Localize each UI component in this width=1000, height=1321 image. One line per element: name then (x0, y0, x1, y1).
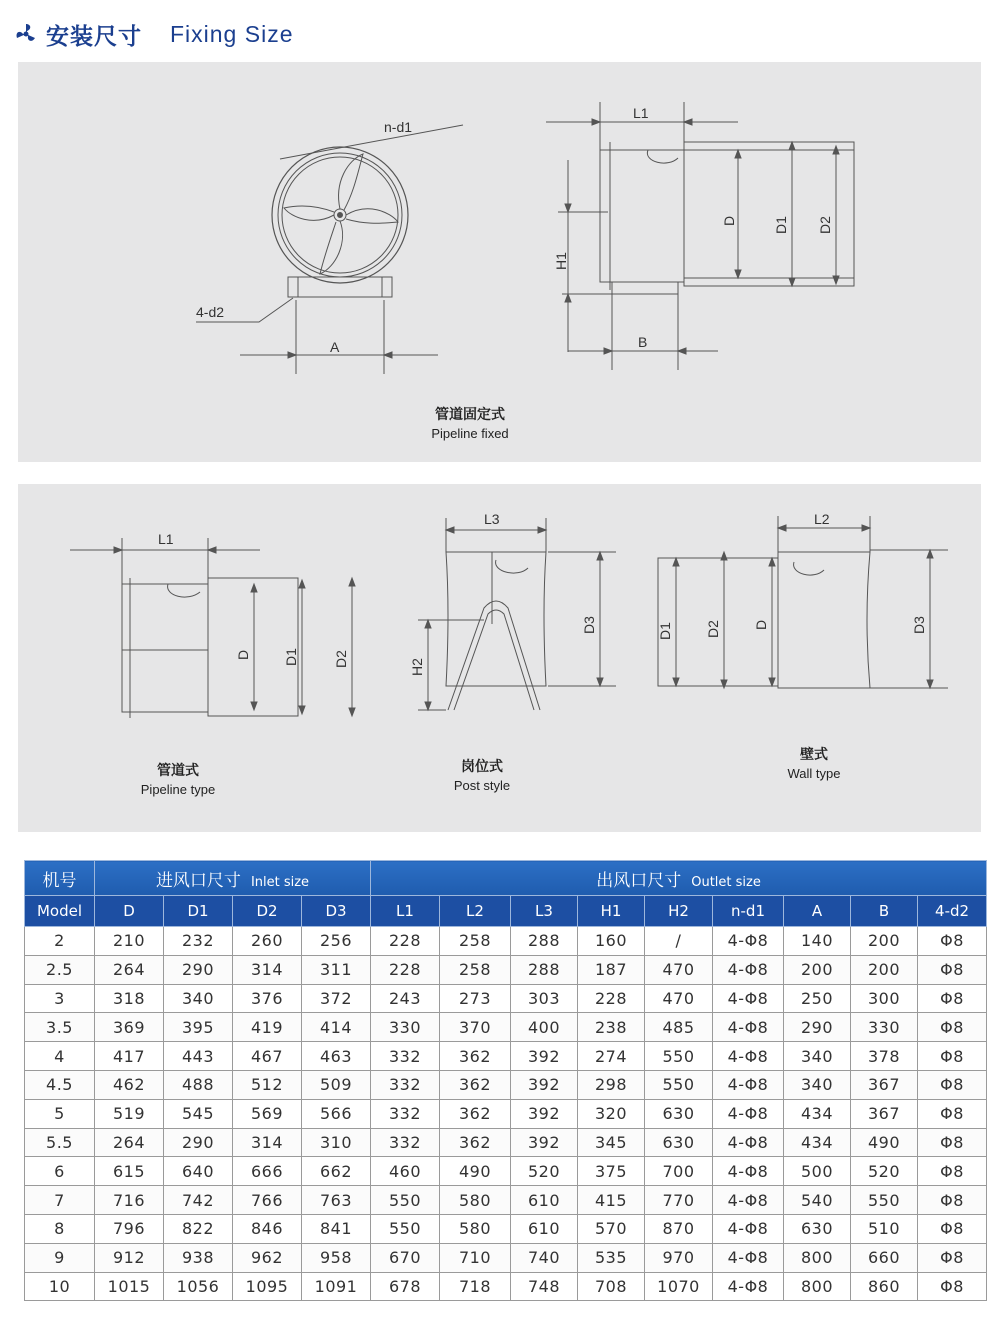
table-cell: 485 (645, 1013, 713, 1042)
table-cell: 392 (511, 1099, 578, 1128)
table-cell: 4-Φ8 (713, 1128, 784, 1157)
table-cell: 414 (302, 1013, 371, 1042)
column-header: D (95, 896, 164, 927)
table-cell: 4-Φ8 (713, 1272, 784, 1301)
table-cell: 4-Φ8 (713, 1157, 784, 1186)
table-cell: Φ8 (918, 1243, 987, 1272)
table-cell: 4-Φ8 (713, 1214, 784, 1243)
table-cell: 274 (578, 1042, 645, 1071)
table-cell: 490 (440, 1157, 511, 1186)
table-cell: 860 (851, 1272, 918, 1301)
table-cell: 740 (511, 1243, 578, 1272)
table-cell: 314 (233, 1128, 302, 1157)
table-cell: 417 (95, 1042, 164, 1071)
table-cell: 630 (784, 1214, 851, 1243)
table-cell: 367 (851, 1070, 918, 1099)
table-cell: 210 (95, 927, 164, 956)
table-row (25, 927, 987, 956)
table-cell: 400 (511, 1013, 578, 1042)
table-cell: 4-Φ8 (713, 1013, 784, 1042)
table-cell: Φ8 (918, 1013, 987, 1042)
table-row (25, 1013, 987, 1042)
table-cell: 670 (371, 1243, 440, 1272)
table-cell: 264 (95, 955, 164, 984)
table-row (25, 1272, 987, 1301)
column-header: L2 (440, 896, 511, 927)
caption-cn: 壁式 (800, 746, 828, 762)
spec-table (24, 860, 987, 1301)
table-cell: Φ8 (918, 1272, 987, 1301)
table-cell: 766 (233, 1186, 302, 1215)
label-post-L3: L3 (484, 511, 500, 527)
table-cell: 232 (164, 927, 233, 956)
label-D2: D2 (817, 216, 833, 234)
table-cell: 962 (233, 1243, 302, 1272)
table-cell: 550 (371, 1186, 440, 1215)
table-cell: 228 (371, 955, 440, 984)
table-cell: 7 (25, 1186, 95, 1215)
table-cell: 610 (511, 1186, 578, 1215)
table-cell: 340 (784, 1070, 851, 1099)
label-4-d2: 4-d2 (196, 304, 225, 320)
table-cell: 290 (784, 1013, 851, 1042)
table-cell: 228 (578, 984, 645, 1013)
table-cell: 800 (784, 1272, 851, 1301)
table-cell: 4.5 (25, 1070, 95, 1099)
table-cell: 488 (164, 1070, 233, 1099)
table-cell: 288 (511, 927, 578, 956)
table-cell: 258 (440, 927, 511, 956)
table-cell: 250 (784, 984, 851, 1013)
table-cell: 4-Φ8 (713, 1042, 784, 1071)
table-cell: 369 (95, 1013, 164, 1042)
table-row (25, 1042, 987, 1071)
post-style-caption (422, 756, 542, 793)
table-cell: 370 (440, 1013, 511, 1042)
table-cell: 318 (95, 984, 164, 1013)
label-post-D3: D3 (581, 616, 597, 634)
column-header: D3 (302, 896, 371, 927)
label-post-H2: H2 (409, 658, 425, 676)
table-body (25, 927, 987, 1301)
table-cell: Φ8 (918, 1070, 987, 1099)
label-D: D (721, 215, 737, 226)
caption-cn: 管道式 (157, 762, 199, 778)
table-cell: 160 (578, 927, 645, 956)
table-cell: 288 (511, 955, 578, 984)
column-header: H2 (645, 896, 713, 927)
table-cell: 463 (302, 1042, 371, 1071)
table-cell: 470 (645, 984, 713, 1013)
table-cell: 700 (645, 1157, 713, 1186)
table-row (25, 955, 987, 984)
table-cell: 1070 (645, 1272, 713, 1301)
label-wall-L2: L2 (814, 511, 830, 527)
label-wall-D3: D3 (911, 616, 927, 634)
table-cell: 332 (371, 1128, 440, 1157)
mounting-types-panel (18, 484, 981, 832)
table-cell: 238 (578, 1013, 645, 1042)
caption-cn: 岗位式 (461, 758, 503, 774)
table-cell: 912 (95, 1243, 164, 1272)
table-cell: 300 (851, 984, 918, 1013)
table-row (25, 984, 987, 1013)
table-cell: 841 (302, 1214, 371, 1243)
table-cell: 243 (371, 984, 440, 1013)
table-cell: 796 (95, 1214, 164, 1243)
column-header: L3 (511, 896, 578, 927)
table-cell: 666 (233, 1157, 302, 1186)
table-cell: 580 (440, 1214, 511, 1243)
table-cell: 566 (302, 1099, 371, 1128)
label-H1: H1 (553, 252, 569, 270)
column-header: 4-d2 (918, 896, 987, 927)
table-cell: 9 (25, 1243, 95, 1272)
table-cell: 330 (851, 1013, 918, 1042)
table-cell: 718 (440, 1272, 511, 1301)
table-cell: 320 (578, 1099, 645, 1128)
table-cell: 570 (578, 1214, 645, 1243)
header-outlet: 出风口尺寸 Outlet size (371, 861, 987, 896)
table-cell: 392 (511, 1070, 578, 1099)
table-row (25, 1243, 987, 1272)
table-cell: 290 (164, 955, 233, 984)
table-cell: 434 (784, 1099, 851, 1128)
label-pipeline-D2: D2 (333, 650, 349, 668)
table-cell: 467 (233, 1042, 302, 1071)
table-cell: Φ8 (918, 1099, 987, 1128)
column-header: B (851, 896, 918, 927)
table-cell: 340 (784, 1042, 851, 1071)
table-cell: 311 (302, 955, 371, 984)
label-wall-D1: D1 (657, 622, 673, 640)
table-cell: 520 (511, 1157, 578, 1186)
column-header: L1 (371, 896, 440, 927)
table-cell: 540 (784, 1186, 851, 1215)
section-header (14, 16, 293, 52)
table-cell: 4-Φ8 (713, 1186, 784, 1215)
label-pipeline-D1: D1 (283, 648, 299, 666)
table-row (25, 1070, 987, 1099)
table-cell: 640 (164, 1157, 233, 1186)
table-cell: 256 (302, 927, 371, 956)
table-group-header (25, 861, 987, 896)
table-cell: 742 (164, 1186, 233, 1215)
label-B: B (638, 334, 648, 350)
table-cell: 4-Φ8 (713, 1070, 784, 1099)
table-cell: 4-Φ8 (713, 984, 784, 1013)
table-cell: 519 (95, 1099, 164, 1128)
table-row (25, 1128, 987, 1157)
caption-en: Pipeline fixed (431, 426, 509, 441)
table-cell: 332 (371, 1099, 440, 1128)
caption-en: Pipeline type (140, 782, 216, 797)
caption-cn: 管道固定式 (435, 406, 505, 422)
table-cell: Φ8 (918, 1186, 987, 1215)
column-header: H1 (578, 896, 645, 927)
table-cell: 630 (645, 1099, 713, 1128)
table-cell: 330 (371, 1013, 440, 1042)
column-header: D2 (233, 896, 302, 927)
section-title-cn: 安装尺寸 (46, 22, 142, 49)
table-cell: 187 (578, 955, 645, 984)
table-cell: 6 (25, 1157, 95, 1186)
table-cell: 770 (645, 1186, 713, 1215)
table-cell: 716 (95, 1186, 164, 1215)
table-cell: 443 (164, 1042, 233, 1071)
table-cell: 610 (511, 1214, 578, 1243)
table-cell: 535 (578, 1243, 645, 1272)
table-cell: 303 (511, 984, 578, 1013)
table-cell: 580 (440, 1186, 511, 1215)
pipeline-fixed-caption (410, 404, 530, 441)
table-cell: 660 (851, 1243, 918, 1272)
caption-en: Post style (453, 778, 511, 793)
label-L1: L1 (633, 105, 649, 121)
table-cell: 5.5 (25, 1128, 95, 1157)
table-cell: Φ8 (918, 1128, 987, 1157)
table-cell: 290 (164, 1128, 233, 1157)
label-wall-D: D (753, 619, 769, 630)
table-cell: 4-Φ8 (713, 1099, 784, 1128)
table-cell: 2.5 (25, 955, 95, 984)
table-cell: 345 (578, 1128, 645, 1157)
table-cell: 332 (371, 1070, 440, 1099)
table-cell: 509 (302, 1070, 371, 1099)
column-header: A (784, 896, 851, 927)
table-cell: 228 (371, 927, 440, 956)
table-cell: 1056 (164, 1272, 233, 1301)
table-cell: 376 (233, 984, 302, 1013)
label-D1: D1 (773, 216, 789, 234)
table-cell: 710 (440, 1243, 511, 1272)
table-column-header (25, 896, 987, 927)
table-cell: 419 (233, 1013, 302, 1042)
header-inlet: 进风口尺寸 Inlet size (95, 861, 371, 896)
table-cell: 375 (578, 1157, 645, 1186)
table-cell: 264 (95, 1128, 164, 1157)
table-cell: 332 (371, 1042, 440, 1071)
table-cell: / (645, 927, 713, 956)
table-row (25, 1099, 987, 1128)
table-cell: 273 (440, 984, 511, 1013)
table-cell: 362 (440, 1128, 511, 1157)
table-cell: 550 (645, 1070, 713, 1099)
table-cell: 870 (645, 1214, 713, 1243)
table-cell: 1015 (95, 1272, 164, 1301)
table-cell: 938 (164, 1243, 233, 1272)
table-cell: 260 (233, 927, 302, 956)
table-cell: 362 (440, 1070, 511, 1099)
table-cell: 1091 (302, 1272, 371, 1301)
table-cell: 140 (784, 927, 851, 956)
column-header: D1 (164, 896, 233, 927)
table-cell: 4-Φ8 (713, 927, 784, 956)
table-cell: Φ8 (918, 927, 987, 956)
table-cell: 372 (302, 984, 371, 1013)
table-cell: 362 (440, 1099, 511, 1128)
table-cell: 3 (25, 984, 95, 1013)
table-cell: 8 (25, 1214, 95, 1243)
label-pipeline-L1: L1 (158, 531, 174, 547)
label-wall-D2: D2 (705, 620, 721, 638)
table-cell: 4 (25, 1042, 95, 1071)
wall-type-caption (754, 744, 874, 781)
table-cell: Φ8 (918, 1157, 987, 1186)
table-cell: 510 (851, 1214, 918, 1243)
table-cell: 3.5 (25, 1013, 95, 1042)
table-cell: 490 (851, 1128, 918, 1157)
table-cell: 470 (645, 955, 713, 984)
table-cell: 958 (302, 1243, 371, 1272)
table-cell: 748 (511, 1272, 578, 1301)
table-cell: 512 (233, 1070, 302, 1099)
table-cell: 298 (578, 1070, 645, 1099)
table-cell: 460 (371, 1157, 440, 1186)
table-cell: 314 (233, 955, 302, 984)
caption-en: Wall type (787, 766, 841, 781)
table-cell: 550 (851, 1186, 918, 1215)
table-cell: 500 (784, 1157, 851, 1186)
column-header: Model (25, 896, 95, 927)
table-cell: 340 (164, 984, 233, 1013)
table-cell: 708 (578, 1272, 645, 1301)
table-cell: 392 (511, 1128, 578, 1157)
label-pipeline-D: D (235, 649, 251, 660)
table-cell: 200 (851, 955, 918, 984)
table-cell: 5 (25, 1099, 95, 1128)
table-cell: 545 (164, 1099, 233, 1128)
table-row (25, 1157, 987, 1186)
table-row (25, 1214, 987, 1243)
table-cell: 10 (25, 1272, 95, 1301)
table-cell: 846 (233, 1214, 302, 1243)
table-cell: 200 (851, 927, 918, 956)
table-row (25, 1186, 987, 1215)
table-cell: 763 (302, 1186, 371, 1215)
table-cell: 800 (784, 1243, 851, 1272)
table-cell: 395 (164, 1013, 233, 1042)
table-cell: 378 (851, 1042, 918, 1071)
table-cell: 415 (578, 1186, 645, 1215)
table-cell: 662 (302, 1157, 371, 1186)
table-cell: 630 (645, 1128, 713, 1157)
table-cell: 310 (302, 1128, 371, 1157)
table-cell: Φ8 (918, 1214, 987, 1243)
table-cell: 615 (95, 1157, 164, 1186)
column-header: n-d1 (713, 896, 784, 927)
table-cell: Φ8 (918, 1042, 987, 1071)
table-cell: 362 (440, 1042, 511, 1071)
table-cell: 200 (784, 955, 851, 984)
table-cell: 520 (851, 1157, 918, 1186)
table-cell: 434 (784, 1128, 851, 1157)
pipeline-fixed-drawing (18, 62, 981, 462)
section-title-en: Fixing Size (170, 20, 294, 47)
table-cell: 550 (371, 1214, 440, 1243)
table-cell: 4-Φ8 (713, 955, 784, 984)
table-cell: 822 (164, 1214, 233, 1243)
table-cell: 569 (233, 1099, 302, 1128)
pipeline-fixed-panel (18, 62, 981, 462)
table-cell: 4-Φ8 (713, 1243, 784, 1272)
table-cell: 678 (371, 1272, 440, 1301)
pipeline-type-caption (118, 760, 238, 797)
table-cell: 970 (645, 1243, 713, 1272)
table-cell: 392 (511, 1042, 578, 1071)
table-cell: Φ8 (918, 955, 987, 984)
table-cell: Φ8 (918, 984, 987, 1013)
table-cell: 462 (95, 1070, 164, 1099)
table-cell: 258 (440, 955, 511, 984)
label-n-d1: n-d1 (384, 119, 413, 135)
fan-logo-icon (14, 22, 38, 46)
header-model-cn: 机号 (25, 861, 95, 896)
table-cell: 367 (851, 1099, 918, 1128)
label-A: A (330, 339, 340, 355)
table-cell: 550 (645, 1042, 713, 1071)
table-cell: 1095 (233, 1272, 302, 1301)
table-cell: 2 (25, 927, 95, 956)
